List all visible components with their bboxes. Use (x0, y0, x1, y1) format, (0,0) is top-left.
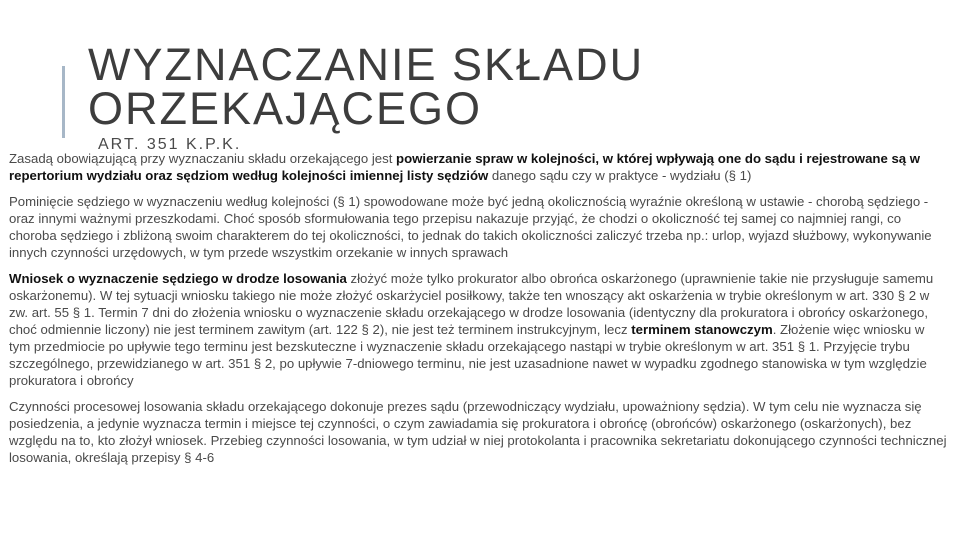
paragraph-4 (9, 398, 949, 466)
paragraph-1-text-a: Zasadą obowiązującą przy wyznaczaniu składu orzekającego jest (9, 151, 397, 166)
paragraph-4-text: Czynności procesowej losowania składu orzekającego dokonuje prezes sądu (przewodniczący wydziału, upoważniony sędzia). W tym celu nie wyznacza się posiedzenia, a jedynie wyznacza termin i miejsce tej czynności, o czym zawiadamia się prokuratora i obrońcę (obrońców) oskarżonego (oskarżonych), bez względu na to, kto złożył wniosek. Przebieg czynności losowania, w tym udział w niej protokolanta i pracownika sekretariatu dokonującego czynności technicznej losowania, określają przepisy § 4-6 (9, 399, 947, 465)
paragraph-1 (9, 150, 949, 184)
paragraph-1-bold: powierzanie spraw w kolejności, w której wpływają one do sądu i rejestrowane są w repertorium wydziału oraz sędziom według kolejności imiennej listy sędziów (9, 151, 921, 183)
slide-title (88, 39, 645, 134)
paragraph-3 (9, 270, 949, 389)
paragraph-2-text: Pominięcie sędziego w wyznaczeniu według kolejności (§ 1) spowodowane może być jedną okolicznością wyraźnie określoną w ustawie - chorobą sędziego - oraz innymi ważnymi przeszkodami. Choć sposób sformułowania tego przepisu nakazuje przyjąć, że chodzi o okoliczność tej samej co najmniej rangi, co choroba sędziego i zbliżoną swoim charakterem do tej okoliczności, to jednak do takich okoliczności zaliczyć trzeba np.: urlop, wyjazd służbowy, wykonywanie innych czynności urzędowych, w tym przede wszystkim orzekanie w innych sprawach (9, 194, 932, 260)
title-accent-bar (62, 66, 65, 138)
paragraph-1-text-b: danego sądu czy w praktyce - wydziału (§ 1) (488, 168, 752, 183)
paragraph-3-bold-b: terminem stanowczym (631, 322, 773, 337)
slide-subtitle: ART. 351 K.P.K. (98, 136, 242, 153)
paragraph-3-bold-a: Wniosek o wyznaczenie sędziego w drodze losowania (9, 271, 347, 286)
paragraph-2 (9, 193, 949, 261)
title-line-1: WYZNACZANIE SKŁADU (88, 39, 645, 90)
slide-body (9, 150, 949, 475)
title-line-2: ORZEKAJĄCEGO (88, 83, 483, 134)
paragraph-3-text-a: złożyć może tylko prokurator albo obrońca oskarżonego (uprawnienie takie nie przysługuje samemu oskarżonemu). W tej sytuacji wniosku takiego nie może złożyć oskarżyciel posiłkowy, także ten wnoszący akt oskarżenia w trybie określonym w art. 330 § 2 w zw. art. 55 § 1. Termin 7 dni do złożenia wniosku o wyznaczenie składu orzekającego w drodze losowania (identyczny dla prokuratora i obrońcy oskarżonego, choć odmiennie liczony) nie jest terminem zawitym (art. 122 § 2), nie jest też terminem instrukcyjnym, lecz (9, 271, 934, 337)
paragraph-3-text-b: . Złożenie więc wniosku w tym przedmiocie po upływie tego terminu jest bezskuteczne i wyznaczenie składu orzekającego nastąpi w trybie określonym w art. 351 § 1. Przyjęcie trybu szczególnego, przewidzianego w art. 351 § 2, po upływie 7-dniowego terminu, nie jest uzasadnione nawet w wypadku zgodnego stanowiska w tym względzie prokuratora i obrońcy (9, 322, 927, 388)
